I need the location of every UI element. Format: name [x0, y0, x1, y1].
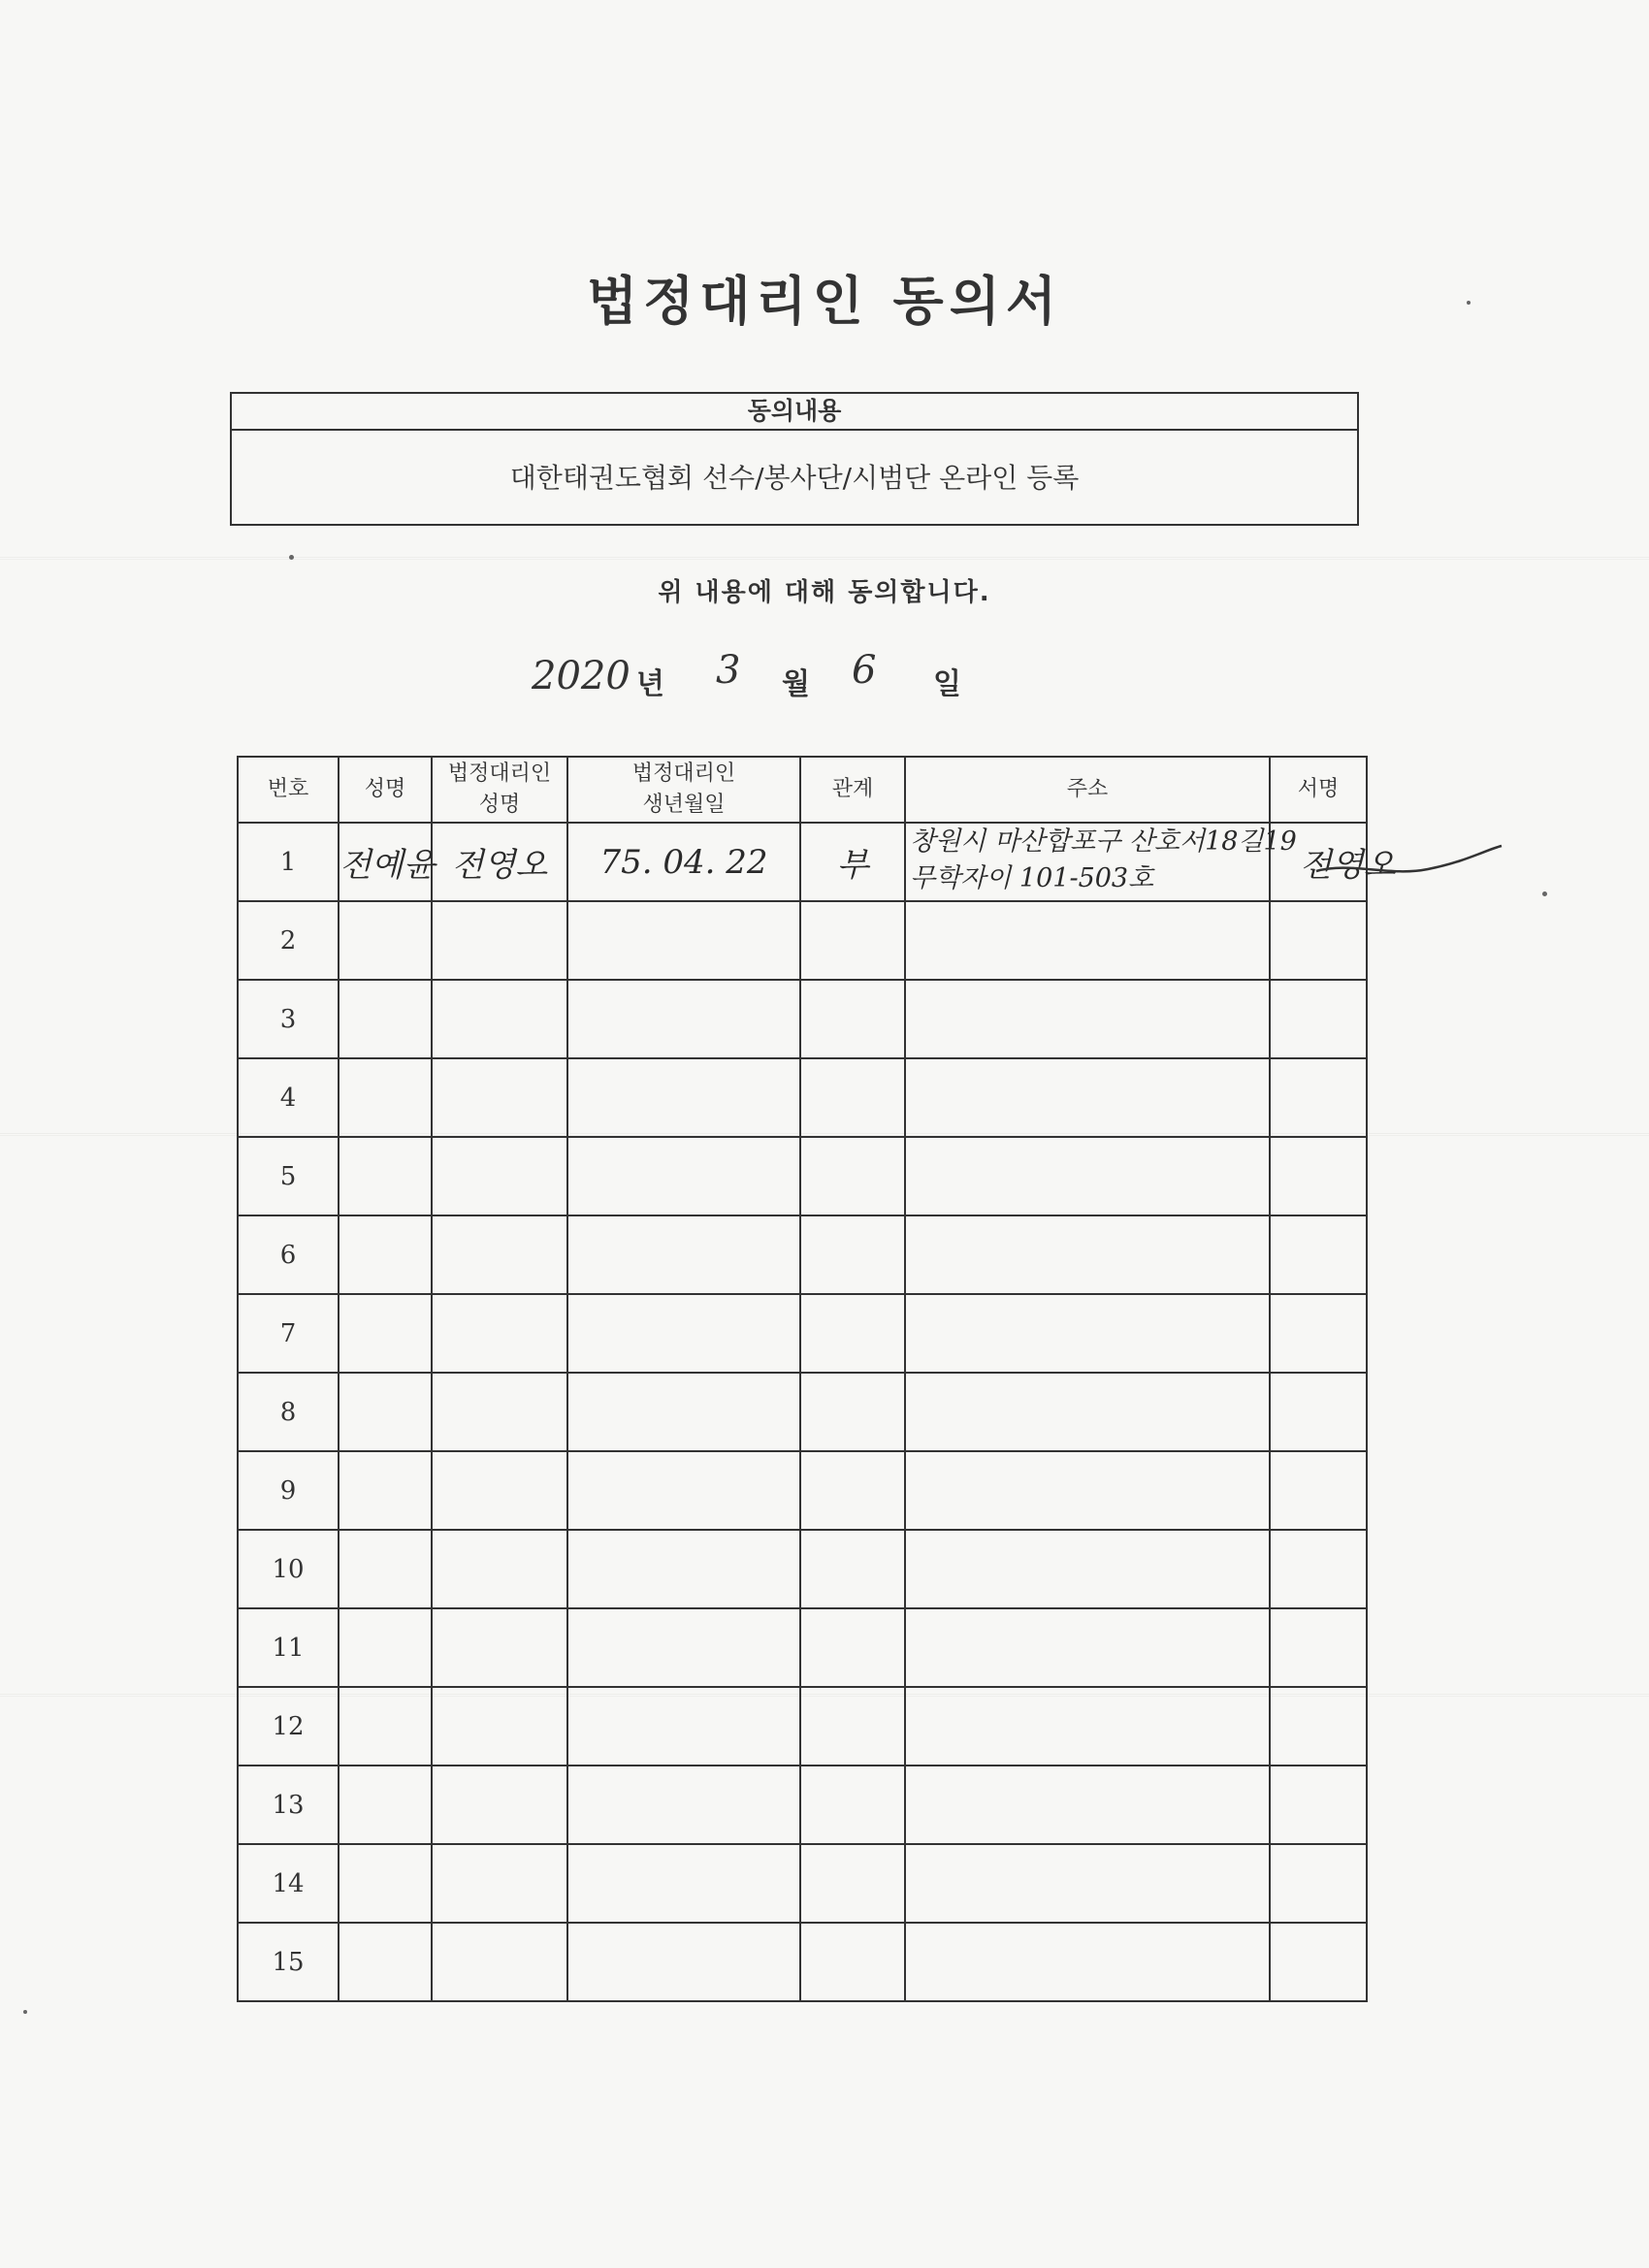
row-guardian-birth	[567, 1294, 800, 1373]
row-guardian-birth	[567, 980, 800, 1058]
row-no: 9	[238, 1451, 339, 1530]
row-relation	[800, 1766, 905, 1844]
table-row	[238, 1137, 1367, 1215]
table-row	[238, 1530, 1367, 1608]
document-title: 법정대리인 동의서	[586, 271, 1063, 332]
row-name	[339, 1451, 432, 1530]
row-name	[339, 1058, 432, 1137]
date-day-handwritten: 6	[852, 648, 877, 693]
signature-flourish	[1311, 842, 1505, 891]
signature-flourish-stroke	[1316, 846, 1502, 871]
row-signature	[1270, 1294, 1367, 1373]
header-guardian-birth-line2: 생년월일	[642, 793, 726, 817]
row-name	[339, 1530, 432, 1608]
row-name	[339, 1687, 432, 1766]
date-year-unit: 년	[636, 667, 664, 701]
row-relation	[800, 1451, 905, 1530]
date-month-unit: 월	[782, 667, 810, 701]
header-relation: 관계	[800, 757, 905, 823]
row-guardian-birth	[567, 1687, 800, 1766]
row-guardian-name	[432, 980, 567, 1058]
row-relation	[800, 1687, 905, 1766]
row-address	[905, 1373, 1270, 1451]
table-row	[238, 1608, 1367, 1687]
row-guardian-birth	[567, 1766, 800, 1844]
paper-fold-line	[0, 557, 1649, 560]
row-name	[339, 1215, 432, 1294]
consent-header: 동의내용	[232, 394, 1357, 431]
row-name	[339, 1137, 432, 1215]
row-signature	[1270, 1373, 1367, 1451]
row-signature	[1270, 1766, 1367, 1844]
row-guardian-birth	[567, 1923, 800, 2001]
row-relation	[800, 1530, 905, 1608]
scan-speck	[289, 555, 294, 560]
row-guardian-birth	[567, 1058, 800, 1137]
row-no: 14	[238, 1844, 339, 1923]
row-address	[905, 980, 1270, 1058]
row-address	[905, 1058, 1270, 1137]
row-relation	[800, 1844, 905, 1923]
row-name	[339, 1844, 432, 1923]
row-guardian-birth	[567, 1608, 800, 1687]
row-no: 10	[238, 1530, 339, 1608]
table-row	[238, 1844, 1367, 1923]
header-guardian-birth	[567, 757, 800, 823]
row-address	[905, 1137, 1270, 1215]
row-relation	[800, 1137, 905, 1215]
row-name	[339, 1373, 432, 1451]
row-no: 4	[238, 1058, 339, 1137]
row-guardian-birth	[567, 1137, 800, 1215]
row-no: 5	[238, 1137, 339, 1215]
scan-speck	[1467, 301, 1471, 305]
row-address-line2: 무학자이 101-503호	[910, 863, 1154, 893]
row-relation	[800, 980, 905, 1058]
table-row	[238, 1451, 1367, 1530]
row-guardian-name	[432, 1294, 567, 1373]
row-relation	[800, 1058, 905, 1137]
row-name-handwritten: 전예윤	[339, 823, 432, 901]
row-no: 7	[238, 1294, 339, 1373]
row-no: 15	[238, 1923, 339, 2001]
header-signature: 서명	[1270, 757, 1367, 823]
row-guardian-birth	[567, 901, 800, 980]
table-row	[238, 1373, 1367, 1451]
row-name	[339, 901, 432, 980]
table-row	[238, 980, 1367, 1058]
row-relation	[800, 1373, 905, 1451]
row-name	[339, 980, 432, 1058]
table-row	[238, 1294, 1367, 1373]
table-row	[238, 1766, 1367, 1844]
row-signature	[1270, 1058, 1367, 1137]
header-name: 성명	[339, 757, 432, 823]
row-address	[905, 1215, 1270, 1294]
agreement-statement: 위 내용에 대해 동의합니다.	[658, 578, 991, 607]
row-relation	[800, 901, 905, 980]
row-address	[905, 1687, 1270, 1766]
row-no: 12	[238, 1687, 339, 1766]
consent-box	[230, 392, 1359, 526]
row-guardian-name	[432, 1766, 567, 1844]
row-signature	[1270, 1844, 1367, 1923]
row-relation	[800, 1608, 905, 1687]
row-signature	[1270, 1923, 1367, 2001]
header-guardian-birth-line1: 법정대리인	[631, 761, 736, 786]
row-name	[339, 1608, 432, 1687]
row-guardian-name	[432, 901, 567, 980]
date-day-unit: 일	[933, 667, 961, 701]
header-address: 주소	[905, 757, 1270, 823]
date-month-handwritten: 3	[716, 648, 741, 693]
row-guardian-name	[432, 1058, 567, 1137]
date-year-handwritten: 2020	[532, 654, 630, 698]
row-address	[905, 901, 1270, 980]
row-no: 13	[238, 1766, 339, 1844]
table-row	[238, 1923, 1367, 2001]
row-address	[905, 1451, 1270, 1530]
row-guardian-name	[432, 1373, 567, 1451]
row-relation	[800, 1294, 905, 1373]
table-row	[238, 1687, 1367, 1766]
row-name	[339, 1923, 432, 2001]
row-relation-handwritten: 부	[800, 823, 905, 901]
scan-speck	[1542, 891, 1547, 896]
table-row	[238, 1215, 1367, 1294]
row-relation	[800, 1923, 905, 2001]
table-header-row	[238, 757, 1367, 823]
row-guardian-birth	[567, 1215, 800, 1294]
row-signature	[1270, 980, 1367, 1058]
date-line	[0, 648, 1649, 710]
row-guardian-name	[432, 1530, 567, 1608]
row-guardian-name-handwritten: 전영오	[432, 823, 567, 901]
row-no: 3	[238, 980, 339, 1058]
table-row	[238, 1058, 1367, 1137]
row-address	[905, 1294, 1270, 1373]
row-signature	[1270, 901, 1367, 980]
consent-content: 대한태권도협회 선수/봉사단/시범단 온라인 등록	[509, 462, 1080, 494]
header-guardian-name	[432, 757, 567, 823]
table-row	[238, 901, 1367, 980]
row-no: 11	[238, 1608, 339, 1687]
row-no: 8	[238, 1373, 339, 1451]
row-no: 6	[238, 1215, 339, 1294]
row-address-line1: 창원시 마산합포구 산호서18길19	[910, 826, 1297, 857]
row-name	[339, 1766, 432, 1844]
header-no: 번호	[238, 757, 339, 823]
row-signature	[1270, 1608, 1367, 1687]
row-address	[905, 1923, 1270, 2001]
guardian-roster-table	[237, 756, 1396, 2002]
row-relation	[800, 1215, 905, 1294]
row-no: 1	[238, 823, 339, 901]
row-no: 2	[238, 901, 339, 980]
row-guardian-birth	[567, 1844, 800, 1923]
row-address	[905, 1608, 1270, 1687]
row-guardian-name	[432, 1451, 567, 1530]
header-guardian-name-line1: 법정대리인	[447, 761, 552, 786]
row-guardian-birth	[567, 1451, 800, 1530]
row-signature	[1270, 1530, 1367, 1608]
row-address	[905, 1844, 1270, 1923]
row-signature	[1270, 1687, 1367, 1766]
row-address	[905, 1530, 1270, 1608]
scan-speck	[23, 2010, 27, 2014]
row-guardian-birth	[567, 1530, 800, 1608]
table-row	[238, 823, 1367, 901]
row-guardian-name	[432, 1687, 567, 1766]
header-guardian-name-line2: 성명	[478, 793, 521, 817]
row-guardian-birth-handwritten: 75. 04. 22	[567, 823, 800, 901]
row-guardian-name	[432, 1137, 567, 1215]
row-guardian-name	[432, 1215, 567, 1294]
row-signature	[1270, 1215, 1367, 1294]
row-guardian-birth	[567, 1373, 800, 1451]
row-address	[905, 1766, 1270, 1844]
row-signature	[1270, 1451, 1367, 1530]
row-address-handwritten	[905, 823, 1297, 901]
row-signature	[1270, 1137, 1367, 1215]
row-signature-handwritten: 전영오	[1270, 823, 1367, 901]
row-guardian-name	[432, 1844, 567, 1923]
row-guardian-name	[432, 1923, 567, 2001]
row-name	[339, 1294, 432, 1373]
row-guardian-name	[432, 1608, 567, 1687]
